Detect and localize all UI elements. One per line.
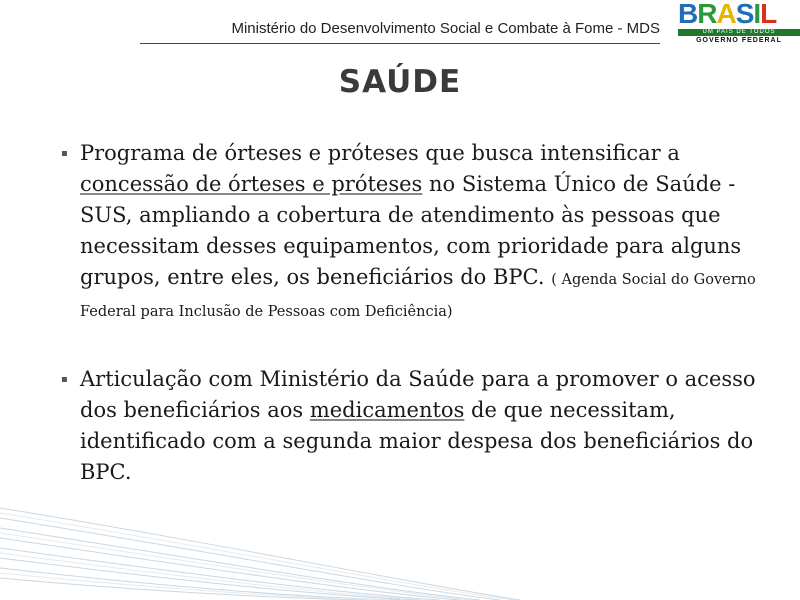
bullet-list bbox=[58, 138, 758, 488]
bullet-item-medicamentos bbox=[58, 364, 758, 488]
logo-letter: B bbox=[678, 0, 698, 29]
header-ministry-text: Ministério do Desenvolvimento Social e Combate à Fome - MDS bbox=[231, 20, 660, 37]
logo-band: UM PAÍS DE TODOS bbox=[678, 29, 800, 36]
bullet-item-orteses bbox=[58, 138, 758, 326]
logo-letter: A bbox=[716, 0, 736, 29]
square-bullet-icon: ▪ bbox=[61, 148, 68, 159]
bullet-text: Articulação com Ministério da Saúde para a promover o acesso dos beneficiários aos bbox=[80, 367, 756, 422]
brasil-logo bbox=[678, 0, 800, 46]
slide-title: SAÚDE bbox=[338, 64, 462, 100]
logo-letter: L bbox=[760, 0, 777, 29]
bullet-note: ( Agenda Social do Governo Federal para Inclusão de Pessoas com Deficiência) bbox=[80, 272, 756, 320]
bullet-emphasis: concessão de órteses e próteses bbox=[80, 172, 423, 196]
logo-letter: R bbox=[697, 0, 717, 29]
logo-wordmark bbox=[678, 0, 800, 28]
bullet-text: no Sistema Único de Saúde - SUS, ampliando a cobertura de atendimento às pessoas que necessitam desses equipamentos, com prioridade para alguns grupos, entre eles, os beneficiários do BPC. bbox=[80, 172, 742, 289]
bullet-text: Programa de órteses e próteses que busca intensificar a bbox=[80, 141, 680, 165]
bullet-text: de que necessitam, identificado com a segunda maior despesa dos beneficiários do BPC. bbox=[80, 398, 754, 484]
logo-letter: I bbox=[753, 0, 761, 29]
bullet-emphasis: medicamentos bbox=[309, 398, 465, 422]
logo-subtitle: GOVERNO FEDERAL bbox=[696, 37, 782, 44]
square-bullet-icon: ▪ bbox=[61, 374, 68, 385]
logo-letter: S bbox=[735, 0, 754, 29]
header-divider bbox=[140, 43, 660, 44]
